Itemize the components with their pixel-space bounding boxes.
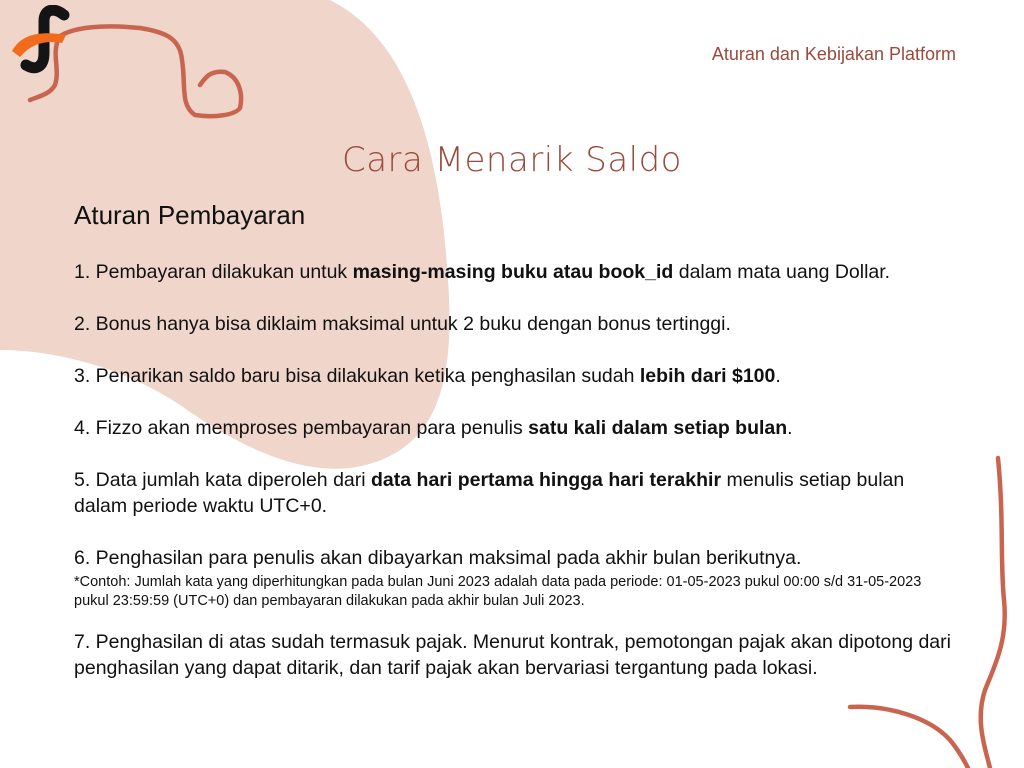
rule-7 — [74, 629, 954, 681]
rule-5-text: 5. Data jumlah kata diperoleh dari — [74, 469, 372, 491]
rule-1-text: 1. Pembayaran dilakukan untuk — [74, 261, 353, 283]
rule-2-text: 2. Bonus hanya bisa diklaim maksimal untuk 2 buku dengan bonus tertinggi. — [74, 313, 731, 335]
rule-1-text-end: dalam mata uang Dollar. — [673, 261, 891, 283]
rule-6 — [74, 545, 954, 611]
rule-6-text: 6. Penghasilan para penulis akan dibayarkan maksimal pada akhir bulan berikutnya. — [74, 547, 802, 569]
rule-4-emphasis: satu kali dalam setiap bulan — [528, 417, 788, 439]
rule-5-emphasis: data hari pertama hingga hari terakhir — [371, 469, 722, 491]
rule-7-text: 7. Penghasilan di atas sudah termasuk pajak. Menurut kontrak, pemotongan pajak akan dipotong dari penghasilan yang dapat ditarik, dan tarif pajak akan bervariasi tergantung pada lokasi. — [74, 631, 951, 679]
section-heading: Aturan Pembayaran — [74, 200, 306, 230]
header-title: Aturan dan Kebijakan Platform — [711, 44, 956, 64]
rule-1 — [74, 259, 954, 285]
slide-content — [74, 200, 954, 707]
rule-5 — [74, 467, 954, 519]
rule-3-emphasis: lebih dari $100 — [639, 365, 776, 387]
fizzo-logo-icon — [10, 5, 74, 79]
rule-4-text: 4. Fizzo akan memproses pembayaran para penulis — [74, 417, 529, 439]
rule-2 — [74, 311, 954, 337]
rule-1-emphasis: masing-masing buku atau book_id — [352, 261, 674, 283]
rule-6-note: *Contoh: Jumlah kata yang diperhitungkan pada bulan Juni 2023 adalah data pada periode: 01-05-2023 pukul 00:00 s/d 31-05-2023 pukul 23:59:59 (UTC+0) dan pembayaran dilakukan pada akhir bulan Juli 2023. — [74, 574, 922, 609]
page-title: Cara Menarik Saldo — [341, 140, 682, 180]
rule-3-text: 3. Penarikan saldo baru bisa dilakukan ketika penghasilan sudah — [74, 365, 640, 387]
rule-4-text-end: . — [787, 417, 793, 439]
rule-3-text-end: . — [775, 365, 781, 387]
rule-4 — [74, 415, 954, 441]
rule-5-text-end: menulis setiap bulan dalam periode waktu UTC+0. — [74, 469, 905, 517]
rule-3 — [74, 363, 954, 389]
